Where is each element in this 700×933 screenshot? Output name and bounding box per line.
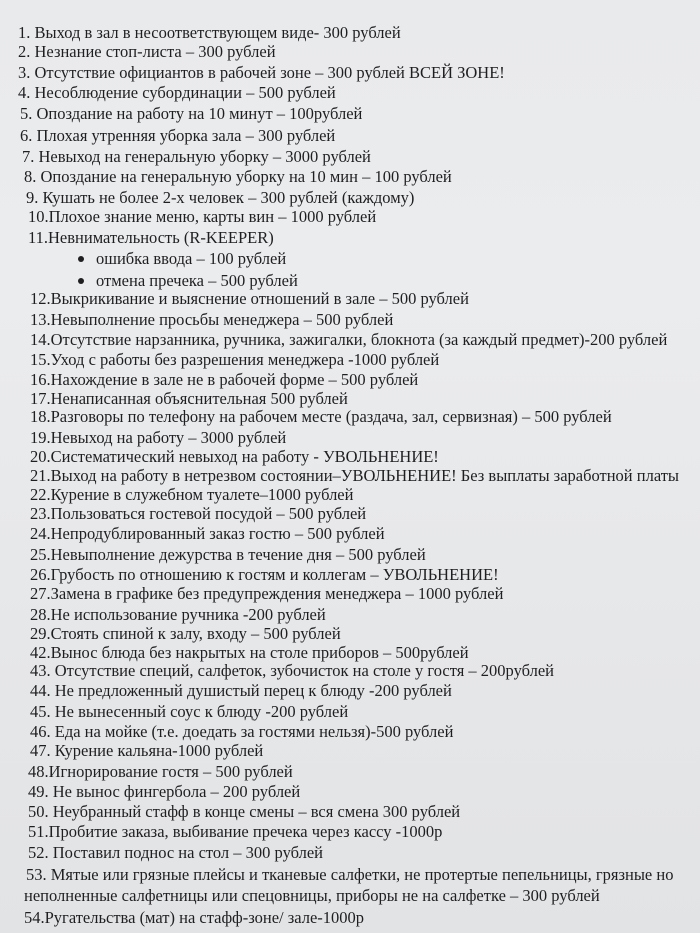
list-item-11: 11.Невнимательность (R-KEEPER) (28, 228, 274, 247)
list-item-50: 50. Неубранный стафф в конце смены – вся смена 300 рублей (28, 802, 461, 821)
list-item-13: 13.Невыполнение просьбы менеджера – 500 рублей (30, 310, 394, 329)
list-item-27: 27.Замена в графике без предупреждения менеджера – 1000 рублей (30, 584, 504, 603)
list-item-20: 20.Систематический невыход на работу - УВОЛЬНЕНИЕ! (30, 447, 439, 466)
list-item-49: 49. Не вынос фингербола – 200 рублей (28, 782, 301, 801)
list-item-52: 52. Поставил поднос на стол – 300 рублей (28, 843, 323, 862)
list-item-51: 51.Пробитие заказа, выбивание пречека через кассу -1000р (28, 822, 443, 841)
bullet-icon (78, 278, 84, 284)
list-item-3: 3. Отсутствие официантов в рабочей зоне – 300 рублей ВСЕЙ ЗОНЕ! (18, 63, 505, 82)
list-item-15: 15.Уход с работы без разрешения менеджера -1000 рублей (30, 350, 440, 369)
list-item-5: 5. Опоздание на работу на 10 минут – 100рублей (20, 104, 363, 123)
list-item-44: 44. Не предложенный душистый перец к блюду -200 рублей (30, 681, 452, 700)
list-item-14: 14.Отсутствие нарзанника, ручника, зажигалки, блокнота (за каждый предмет)-200 рублей (30, 330, 668, 349)
list-item-9: 9. Кушать не более 2-х человек – 300 рублей (каждому) (26, 188, 415, 207)
list-item-22: 22.Курение в служебном туалете–1000 рублей (30, 485, 354, 504)
list-item-7: 7. Невыход на генеральную уборку – 3000 рублей (22, 147, 371, 166)
list-item-45: 45. Не вынесенный соус к блюду -200 рублей (30, 702, 349, 721)
list-item-8: 8. Опоздание на генеральную уборку на 10 мин – 100 рублей (24, 167, 452, 186)
list-item-25: 25.Невыполнение дежурства в течение дня – 500 рублей (30, 545, 426, 564)
list-item-53-continued: неполненные салфетницы или спецовницы, приборы не на салфетке – 300 рублей (24, 886, 600, 905)
list-item-12: 12.Выкрикивание и выяснение отношений в зале – 500 рублей (30, 289, 469, 308)
list-item-46: 46. Еда на мойке (т.е. доедать за гостями нельзя)-500 рублей (30, 722, 454, 741)
sub-item-label: отмена пречека – 500 рублей (96, 271, 298, 290)
list-item-1: 1. Выход в зал в несоответствующем виде- 300 рублей (18, 23, 401, 42)
list-item-17: 17.Ненаписанная объяснительная 500 рублей (30, 389, 348, 408)
sub-item-cancel-precheck (78, 271, 298, 291)
list-item-28: 28.Не использование ручника -200 рублей (30, 605, 326, 624)
list-item-21: 21.Выход на работу в нетрезвом состоянии–УВОЛЬНЕНИЕ! Без выплаты заработной платы (30, 466, 680, 485)
list-item-19: 19.Невыход на работу – 3000 рублей (30, 428, 287, 447)
list-item-6: 6. Плохая утренняя уборка зала – 300 рублей (20, 126, 336, 145)
list-item-48: 48.Игнорирование гостя – 500 рублей (28, 762, 293, 781)
list-item-29: 29.Стоять спиной к залу, входу – 500 рублей (30, 624, 341, 643)
list-item-43: 43. Отсутствие специй, салфеток, зубочисток на столе у гостя – 200рублей (30, 661, 554, 680)
sub-item-label: ошибка ввода – 100 рублей (96, 249, 287, 268)
list-item-47: 47. Курение кальяна-1000 рублей (30, 741, 264, 760)
sub-item-input-error (78, 249, 286, 269)
list-item-53: 53. Мятые или грязные плейсы и тканевые салфетки, не протертые пепельницы, грязные но (26, 865, 674, 884)
list-item-24: 24.Непродублированный заказ гостю – 500 рублей (30, 524, 385, 543)
list-item-16: 16.Нахождение в зале не в рабочей форме – 500 рублей (30, 370, 419, 389)
list-item-26: 26.Грубость по отношению к гостям и коллегам – УВОЛЬНЕНИЕ! (30, 565, 499, 584)
list-item-23: 23.Пользоваться гостевой посудой – 500 рублей (30, 504, 367, 523)
bullet-icon (78, 256, 84, 262)
list-item-4: 4. Несоблюдение субординации – 500 рублей (18, 83, 336, 102)
list-item-18: 18.Разговоры по телефону на рабочем месте (раздача, зал, сервизная) – 500 рублей (30, 407, 612, 426)
list-item-54: 54.Ругательства (мат) на стафф-зоне/ зале-1000р (24, 908, 365, 927)
list-item-10: 10.Плохое знание меню, карты вин – 1000 рублей (28, 207, 377, 226)
list-item-42: 42.Вынос блюда без накрытых на столе приборов – 500рублей (30, 643, 469, 662)
list-item-2: 2. Незнание стоп-листа – 300 рублей (18, 42, 276, 61)
